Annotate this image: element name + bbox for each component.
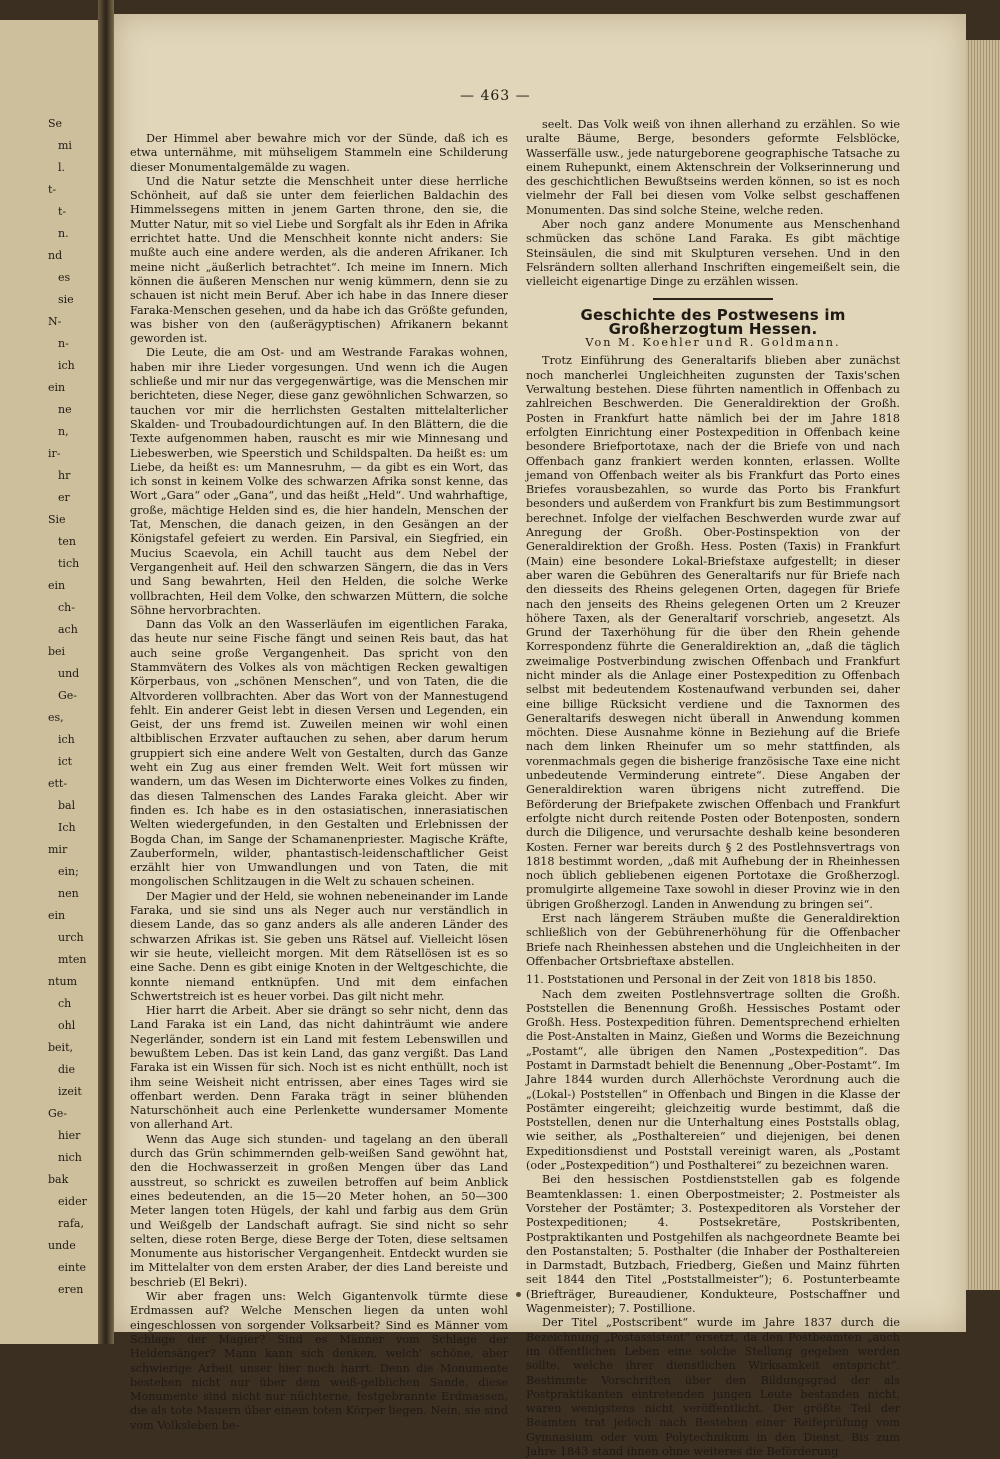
margin-fragment: Se [48,117,63,130]
paragraph: Und die Natur setzte die Menschheit unter diese herrliche Schönheit, auf daß sie unter dem feierlichen Baldachin des Himmelssegens mitten in jenem Garten throne, den sie, die Mutter Natur, mit so viel Liebe und Sorgfalt als ihr Eden in Afrika errichtet hatte. Und die Menschheit konnte nicht anders: Sie mußte auch eine andere werden, als die anderen Afrikaner. Ich meine nicht „äußerlich betrachtet“. Ich meine im Innern. Mich können die äußeren Menschen nur wenig kümmern, denn sie zu schauen ist nicht mein Beruf. Aber ich habe in das Innere dieser Faraka-Menschen gesehen, und da habe ich das Größte gefunden, was bisher von den (außerägyptischen) Afrikanern bekannt geworden ist. [130,174,508,346]
margin-fragment: mi [58,139,72,152]
paragraph: Wenn das Auge sich stunden- und tagelang an den überall durch das Grün schimmernden gelb-weißen Sand gewöhnt hat, den die Hochwasserzeit in großen Mengen über das Land ausstreut, so schrickt es zuweilen betroffen auf beim Anblick eines bedeutenden, an die 15—20 Meter hohen, an 50—300 Meter langen toten Hügels, der kahl und farbig aus dem Grün und Weißgelb der Landschaft aufragt. Sie sind nicht so sehr selten, diese roten Berge, diese Berge der Toten, diese seltsamen Monumente aus historischer Vergangenheit. Entdeckt wurden sie im Mittelalter von dem ersten Araber, der dies Land bereiste und beschrieb (El Bekri). [130,1132,508,1289]
margin-fragment: bal [58,799,76,812]
margin-fragment: Ge- [58,689,78,702]
page-number: — 463 — [460,88,531,104]
paragraph: Hier harrt die Arbeit. Aber sie drängt so sehr nicht, denn das Land Faraka ist ein Land, das nicht dahinträumt wie andere Negerländer, sondern ist ein Land mit festem Lebenswillen und bewußtem Leben. Das ist kein Land, das ganz vergißt. Das Land Faraka ist ein Wissen für sich. Noch ist es nicht enthüllt, noch ist ihm seine Weisheit nicht entrissen, aber eines Tages wird sie offenbart werden. Denn Faraka trägt in seiner blühenden Naturschönheit auch eine Perlenkette wundersamer Momente von allerhand Art. [130,1004,508,1132]
margin-fragment: sie [58,293,74,306]
paragraph: Der Titel „Postscribent“ wurde im Jahre 1837 durch die Bezeichnung „Postassistent“ ersetzt, da den Postbeamten „auch im öffentlichen Leben eine solche Stellung gegeben werden sollte, welche ihrer dienstlichen Wirksamkeit entspricht“. Bestimmte Vorschriften über den Bildungsgrad der als Postpraktikanten eintretenden jungen Leute bestanden nicht, waren wenigstens nicht veröffentlicht. Der größte Teil der Beamten trat jedoch nach Bestehen einer Reifeprüfung vom Gymnasium oder vom Polytechnikum in den Dienst. Bis zum Jahre 1843 stand ihnen ohne weiteres die Beförderung [526,1316,900,1459]
margin-fragment: eider [58,1195,87,1208]
page-edges [966,40,1000,1290]
paragraph: Der Himmel aber bewahre mich vor der Sünde, daß ich es etwa unternähme, mit mühseligem Stammeln eine Schilderung dieser Monumentalgemälde zu wagen. [130,132,508,174]
margin-fragment: n. [58,227,69,240]
margin-fragment: ir- [48,447,61,460]
paragraph: Wir aber fragen uns: Welch Gigantenvolk türmte diese Erdmassen auf? Welche Menschen liegen da unten wohl eingeschlossen von sorgender Volksarbeit? Sind es Männer vom Schlage der Magier? Sind es Männer vom Schlage der Heldensänger? Mann kann sich denken, welch' schöne, aber schwierige Arbeit unser hier noch harrt. Denn die Monumente bestehen nicht nur über dem weiß-gelblichen Sande, diese Monumente sind nicht nur nüchterne, festgebrannte Erdmassen, die als tote Mauern über einem toten Körper liegen. Nein, sie sind vom Volksleben be- [130,1290,508,1432]
margin-fragment: Ich [58,821,76,834]
margin-fragment: er [58,491,70,504]
margin-fragment: bak [48,1173,69,1186]
margin-fragment: urch [58,931,84,944]
left-column [130,132,508,1432]
margin-fragment: einte [58,1261,87,1274]
margin-fragment: ich [58,359,75,372]
section-divider [653,298,773,300]
margin-fragment: nen [58,887,79,900]
margin-fragment: N- [48,315,62,328]
section-heading: 11. Poststationen und Personal in der Zeit von 1818 bis 1850. [526,973,877,987]
article-byline: Von M. Koehler und R. Goldmann. [585,336,841,350]
margin-fragment: l. [58,161,66,174]
margin-fragment: n, [58,425,69,438]
margin-fragment: ein [48,381,66,394]
paragraph: Aber noch ganz andere Monumente aus Menschenhand schmücken das schöne Land Faraka. Es gibt mächtige Steinsäulen, die sind mit Skulpturen versehen. Und in den Felsrändern sollten allerhand Inschriften eingemeißelt sein, die vielleicht eigenartige Dinge zu erzählen wissen. [526,218,900,289]
margin-fragment: ne [58,403,72,416]
margin-fragment: izeit [58,1085,82,1098]
margin-fragment: unde [48,1239,76,1252]
margin-fragment: ten [58,535,77,548]
margin-fragment: eren [58,1283,84,1296]
margin-fragment: rafa, [58,1217,84,1230]
article-title: Geschichte des Postwesens im Großherzogtum Hessen. [580,305,846,338]
margin-fragment: t- [48,183,57,196]
paragraph: Erst nach längerem Sträuben mußte die Generaldirektion schließlich von der Gebührenerhöhung für die Offenbacher Briefe nach Rheinhessen abstehen und die Ungleichheiten in der Offenbacher Ortsbrieftaxe abstellen. [526,912,900,968]
margin-fragment: nich [58,1151,82,1164]
paragraph: Nach dem zweiten Postlehnsvertrage sollten die Großh. Poststellen die Benennung Großh. Hessisches Postamt oder Großh. Hess. Postexpedition führen. Dementsprechend erhielten die Post-Anstalten in Mainz, Gießen und Worms die Bezeichnung „Postamt“, alle übrigen den Namen „Postexpedition“. Das Postamt in Darmstadt behielt die Benennung „Ober-Postamt“. Im Jahre 1844 wurden durch Allerhöchste Verordnung auch die „(Lokal-) Poststellen“ in Offenbach und Bingen in die Klasse der Postämter eingereiht; gleichzeitig wurde bestimmt, daß die Poststellen, denen nur die Unterhaltung eines Poststalls oblag, wie seither, als „Posthaltereien“ und diejenigen, bei denen Expeditionsdienst und Poststall vereinigt waren, als „Postamt (oder „Postexpedition“) und Posthalterei“ zu bezeichnen waren. [526,987,900,1173]
margin-fragment: ett- [48,777,68,790]
book-gutter [98,0,114,1344]
margin-fragment: ich [58,733,75,746]
margin-fragment: ntum [48,975,78,988]
paragraph: Bei den hessischen Postdienststellen gab es folgende Beamtenklassen: 1. einen Oberpostmeister; 2. Postmeister als Vorsteher der Postämter; 3. Postexpeditoren als Vorsteher der Postexpeditionen; 4. Postsekretäre, Postskribenten, Postpraktikanten und Postgehilfen als nachgeordnete Beamte bei den Postanstalten; 5. Posthalter (die Inhaber der Posthaltereien in Darmstadt, Butzbach, Friedberg, Gießen und Mainz führten seit 1844 den Titel „Poststallmeister“); 6. Postunterbeamte (Briefträger, Bureaudiener, Kondukteure, Postschaffner und Wagenmeister); 7. Postillione. [526,1173,900,1316]
margin-fragment: hier [58,1129,81,1142]
margin-fragment: und [58,667,80,680]
margin-fragment: es [58,271,71,284]
margin-fragment: ach [58,623,78,636]
margin-fragment: beit, [48,1041,73,1054]
margin-fragment: ict [58,755,73,768]
margin-fragment: tich [58,557,80,570]
margin-fragment: Sie [48,513,66,526]
margin-fragment: ch- [58,601,75,614]
margin-fragment: ohl [58,1019,76,1032]
margin-fragment: hr [58,469,71,482]
paragraph: Die Leute, die am Ost- und am Westrande Farakas wohnen, haben mir ihre Lieder vorgesungen. Und wenn ich die Augen schließe und mir nur das vergegenwärtige, was die Menschen mir berichteten, diese Neger, diese ganz gewöhnlichen Schwarzen, so tauchen vor mir die herrlichsten Gestalten mittelalterlicher Skalden- und Troubadourdichtungen auf. In den Blättern, die die Texte aufgenommen haben, rauscht es mir wie Minnesang und Liebeswerben, wie Speerstich und Schildspalten. Da heißt es: um Liebe, da heißt es: um Mannesruhm, — da gibt es ein Wort, das ich sonst in keinem Volke des schwarzen Afrika sonst kenne, das Wort „Gara“ oder „Gana“, und das heißt „Held“. Und wahrhaftige, große, mächtige Helden sind es, die hier handeln, Menschen der Tat, Menschen, die danach geizen, in den Gesängen an der Königstafel gefeiert zu werden. Ein Parsival, ein Siegfried, ein Mucius Scaevola, ein Achill taucht aus dem Nebel der Vergangenheit auf. Heil den schwarzen Sängern, die das in Vers und Sang bewahrten, Heil den Helden, die solche Werke vollbrachten, Heil dem Volke, den schwarzen Müttern, die solche Söhne hervorbrachten. [130,346,508,617]
margin-fragment: bei [48,645,66,658]
margin-fragment: Ge- [48,1107,68,1120]
margin-fragment: nd [48,249,63,262]
paragraph: Trotz Einführung des Generaltarifs blieben aber zunächst noch mancherlei Ungleichheiten zugunsten der Taxis'schen Verwaltung bestehen. Diese führten namentlich in Offenbach zu zahlreichen Beschwerden. Die Generaldirektion der Großh. Posten in Frankfurt hatte nämlich bei der im Jahre 1818 erfolgten Einrichtung einer Postexpedition in Offenbach keine besondere Briefportotaxe, nach der die Briefe von und nach Offenbach ganz frankiert werden konnten, erlassen. Wollte jemand von Offenbach weiter als bis Frankfurt das Porto eines Briefes vorausbezahlen, so wurde das Porto bis Frankfurt besonders und außerdem von Frankfurt bis zum Bestimmungsort berechnet. Infolge der vielfachen Beschwerden wurde zwar auf Anregung der Großh. Ober-Postinspektion von der Generaldirektion der Großh. Hess. Posten (Taxis) in Frankfurt (Main) eine besondere Lokal-Briefstaxe aufgestellt; in dieser aber waren die Gebühren des Generaltarifs nur für Briefe nach den diesseits des Rheins gelegenen Orten, dagegen für Briefe nach den jenseits des Rheins gelegenen Orten um 2 Kreuzer höhere Taxen, als der Generaltarif vorschrieb, angesetzt. Als Grund der Taxerhöhung für die über den Rhein gehende Korrespondenz führte die Generaldirektion an, „daß die täglich zweimalige Postverbindung zwischen Offenbach und Frankfurt nicht minder als die Anlage einer Postexpedition zu Offenbach selbst mit bedeutendem Kostenaufwand verbunden sei, daher eine billige Rücksicht verdiene und die Taxnormen des Generaltarifs deswegen nicht überall in Anwendung kommen möchten. Diese Ausnahme könne in Beziehung auf die Briefe nach dem linken Rheinufer um so mehr stattfinden, als vorenmachmals gegen die bisherige französische Taxe eine nicht unbedeutende Verminderung eintrete“. Diese Angaben der Generaldirektion waren übrigens nicht zutreffend. Die Beförderung der Briefpakete zwischen Offenbach und Frankfurt erfolgte nicht durch reitende Posten oder Botenposten, sondern durch die Diligence, und verursachte deshalb keine besonderen Kosten. Ferner war bereits durch § 2 des Postlehnsvertrags von 1818 bestimmt worden, „daß mit Aufhebung der in Rheinhessen noch üblich gebliebenen eigenen Portotaxe die Großherzogl. promulgirte allgemeine Taxe sowohl in dieser Provinz wie in den übrigen Großherzogl. Landen in Anwendung zu bringen sei“. [526,354,900,911]
margin-fragment: ein [48,579,66,592]
margin-fragment: t- [58,205,67,218]
margin-fragment: die [58,1063,76,1076]
margin-fragment: mten [58,953,87,966]
page-dot [516,1292,521,1297]
margin-fragment: ein; [58,865,79,878]
margin-fragment: es, [48,711,64,724]
previous-page-edge [0,20,98,1344]
margin-fragment: ein [48,909,66,922]
paragraph: Dann das Volk an den Wasserläufen im eigentlichen Faraka, das heute nur seine Fische fängt und seinen Reis baut, das hat auch seine große Vergangenheit. Das spricht von den Stammvätern des Volkes als von mächtigen Recken gewaltigen Körperbaus, von „schönen Menschen“, und von Taten, die die Altvorderen vollbrachten. Aber das Wort von der Mannestugend fehlt. Ein anderer Geist lebt in diesen Versen und Legenden, ein Geist, der uns fremd ist. Zuweilen meinen wir wohl einen altbiblischen Erzvater auftauchen zu sehen, aber darum herum gruppiert sich eine andere Welt von Gestalten, durch das Ganze weht ein Zug aus einer fremden Welt. Weit fort müssen wir wandern, um das Wesen im Dichterworte eines Volkes zu finden, das diesen Talmenschen des Landes Faraka gleicht. Aber wir finden es. Ich habe es in den ostasiatischen, innerasiatischen Welten wiedergefunden, in den Gestalten und Erlebnissen der Bogda Chan, im Sange der Schamanenpriester. Magische Kräfte, Zauberformeln, wilder, phantastisch-leidenschaftlicher Geist erzählt hier von Umwandlungen und von Taten, die mit mongolischen Schlitzaugen in die Welt zu schauen scheinen. [130,618,508,889]
right-column [526,118,900,1459]
margin-fragment: ch [58,997,72,1010]
newspaper-page [114,14,966,1459]
margin-fragment: n- [58,337,69,350]
margin-fragment: mir [48,843,68,856]
paragraph: seelt. Das Volk weiß von ihnen allerhand zu erzählen. So wie uralte Bäume, Berge, besonders geformte Felsblöcke, Wasserfälle usw., jede naturgeborene geographische Tatsache zu einem Ruhepunkt, einem Aktenschrein der Volkserinnerung und des geschichtlichen Bewußtseins werden können, so ist es noch vielmehr der Fall bei diesen vom Volke selbst geschaffenen Monumenten. Das sind solche Steine, welche reden. [526,118,900,217]
paragraph: Der Magier und der Held, sie wohnen nebeneinander im Lande Faraka, und sie sind uns als Neger auch nur verständlich in diesem Lande, das so ganz anders als alle anderen Länder des schwarzen Afrikas ist. Sie geben uns Rätsel auf. Vielleicht lösen wir sie heute, vielleicht morgen. Mit dem Rätsellösen ist es so eine Sache. Denn es gibt einige Knoten in der Weltgeschichte, die konnte niemand entknüpfen. Und mit dem einfachen Schwertstreich ist es heuer vorbei. Das gilt nicht mehr. [130,889,508,1003]
